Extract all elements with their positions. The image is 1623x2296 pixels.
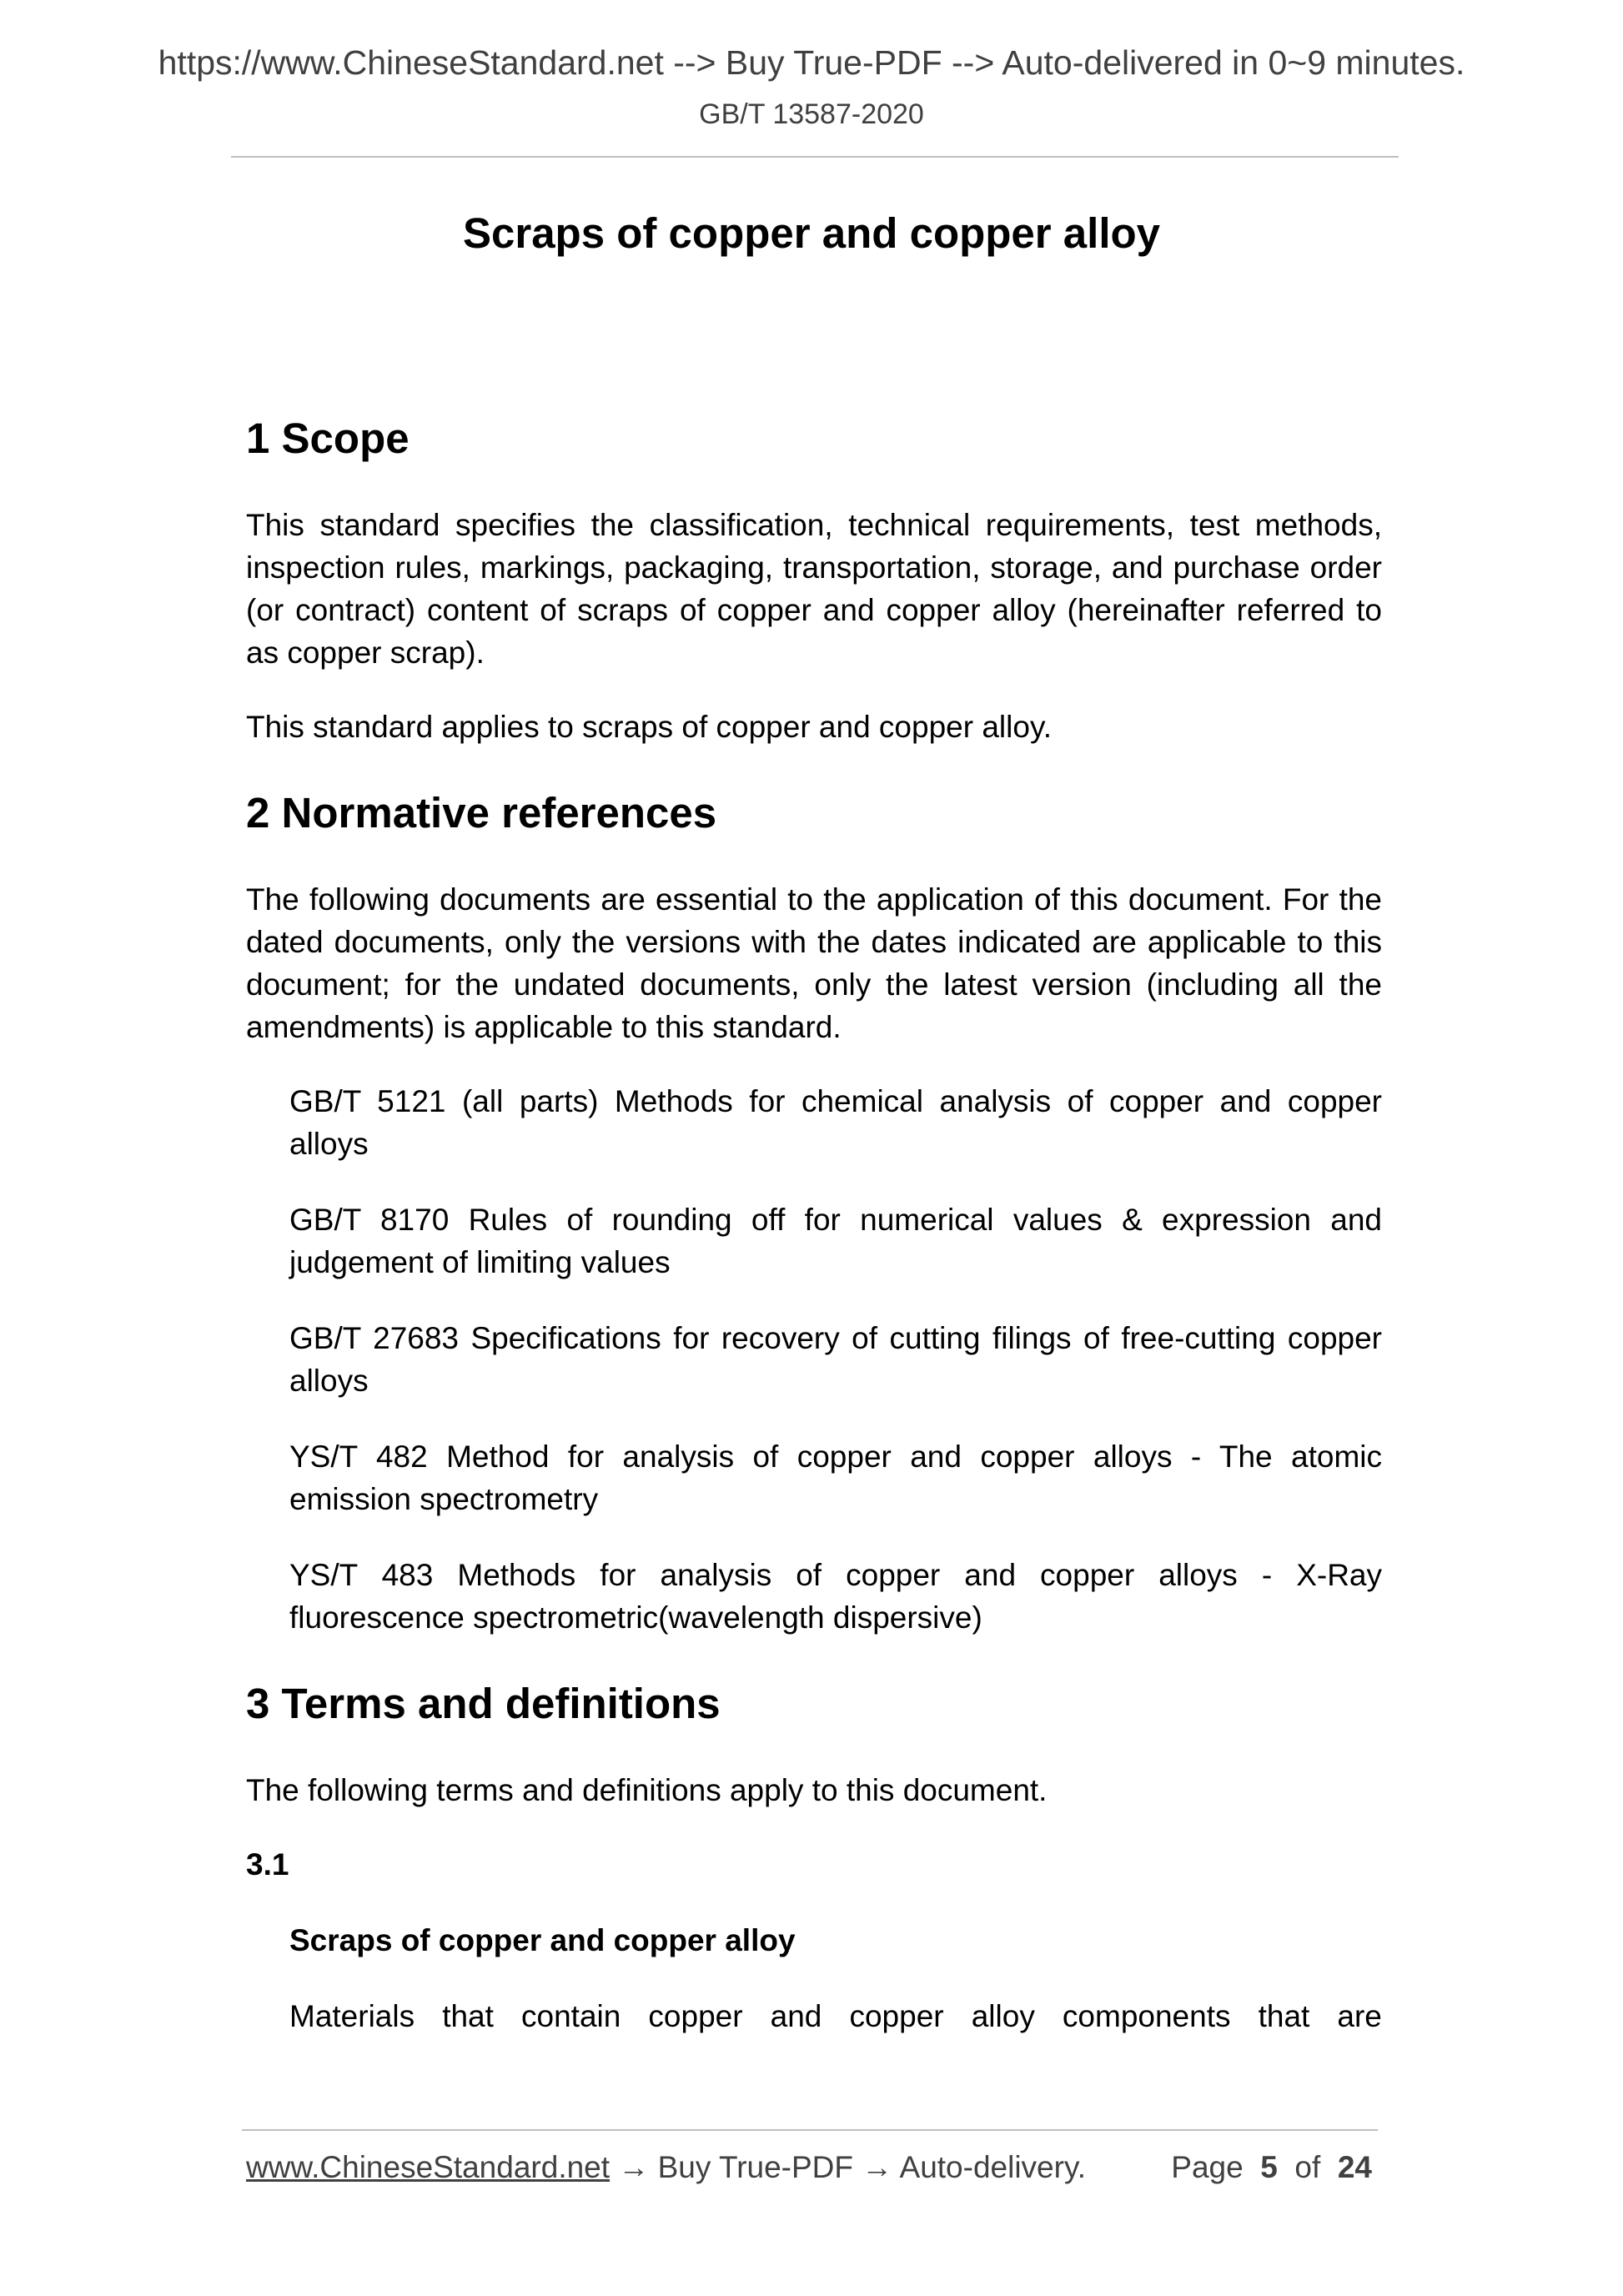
normative-intro-paragraph: The following documents are essential to the application of this document. For the dated documents, only the versions with the dates indicated are applicable to this document; for the undated documents, only the latest version (including all the amendments) is applicable to this standard.: [246, 882, 1382, 1044]
document-body: [246, 409, 1382, 2037]
term-definition-word: that: [1258, 1999, 1310, 2033]
scope-paragraph-2: This standard applies to scraps of copper and copper alloy.: [246, 710, 1052, 744]
term-title: Scraps of copper and copper alloy: [289, 1923, 796, 1957]
reference-item: GB/T 8170 Rules of rounding off for numerical values & expression and judgement of limiting values: [289, 1203, 1382, 1279]
document-title: Scraps of copper and copper alloy: [462, 209, 1161, 257]
term-definition-word: copper: [849, 1999, 944, 2033]
section-heading-terms-definitions: 3 Terms and definitions: [246, 1680, 721, 1727]
term-definition-word: alloy: [971, 1999, 1035, 2033]
term-definition-word: components: [1062, 1999, 1231, 2033]
footer-promo: [246, 2150, 1086, 2185]
section-heading-scope: 1 Scope: [246, 414, 410, 462]
reference-item: GB/T 27683 Specifications for recovery of cutting filings of free-cutting copper alloys: [289, 1321, 1382, 1398]
reference-item: GB/T 5121 (all parts) Methods for chemical analysis of copper and copper alloys: [289, 1084, 1382, 1161]
top-banner: https://www.ChineseStandard.net --> Buy True-PDF --> Auto-delivered in 0~9 minutes.: [158, 43, 1465, 82]
page-label: Page: [1171, 2150, 1244, 2184]
term-definition-word: contain: [521, 1999, 621, 2033]
term-definition-word: copper: [648, 1999, 743, 2033]
standard-code: GB/T 13587-2020: [699, 98, 924, 130]
page-total: 24: [1337, 2150, 1372, 2184]
term-definition: [289, 1995, 1382, 2037]
clause-number: 3.1: [246, 1847, 289, 1882]
footer-website-link[interactable]: www.ChineseStandard.net: [246, 2150, 611, 2184]
footer-divider: [242, 2129, 1378, 2131]
terms-intro-paragraph: The following terms and definitions apply to this document.: [246, 1773, 1048, 1807]
page-number: 5: [1260, 2150, 1278, 2184]
header-divider: [231, 156, 1399, 158]
reference-item: YS/T 482 Method for analysis of copper and copper alloys - The atomic emission spectrometry: [289, 1439, 1382, 1516]
footer-promo-text: → Buy True-PDF → Auto-delivery.: [610, 2150, 1086, 2184]
page-indicator: [1171, 2150, 1372, 2185]
term-definition-word: that: [442, 1999, 494, 2033]
term-definition-word: Materials: [289, 1999, 415, 2033]
section-heading-normative-references: 2 Normative references: [246, 789, 717, 837]
term-definition-word: are: [1337, 1999, 1382, 2033]
term-definition-word: and: [770, 1999, 822, 2033]
reference-item: YS/T 483 Methods for analysis of copper and copper alloys - X-Ray fluorescence spectrometric(wavelength dispersive): [289, 1558, 1382, 1635]
scope-paragraph-1: This standard specifies the classification, technical requirements, test methods, inspection rules, markings, packaging, transportation, storage, and purchase order (or contract) content of scraps of copper and copper alloy (hereinafter referred to as copper scrap).: [246, 508, 1382, 670]
of-label: of: [1294, 2150, 1321, 2184]
